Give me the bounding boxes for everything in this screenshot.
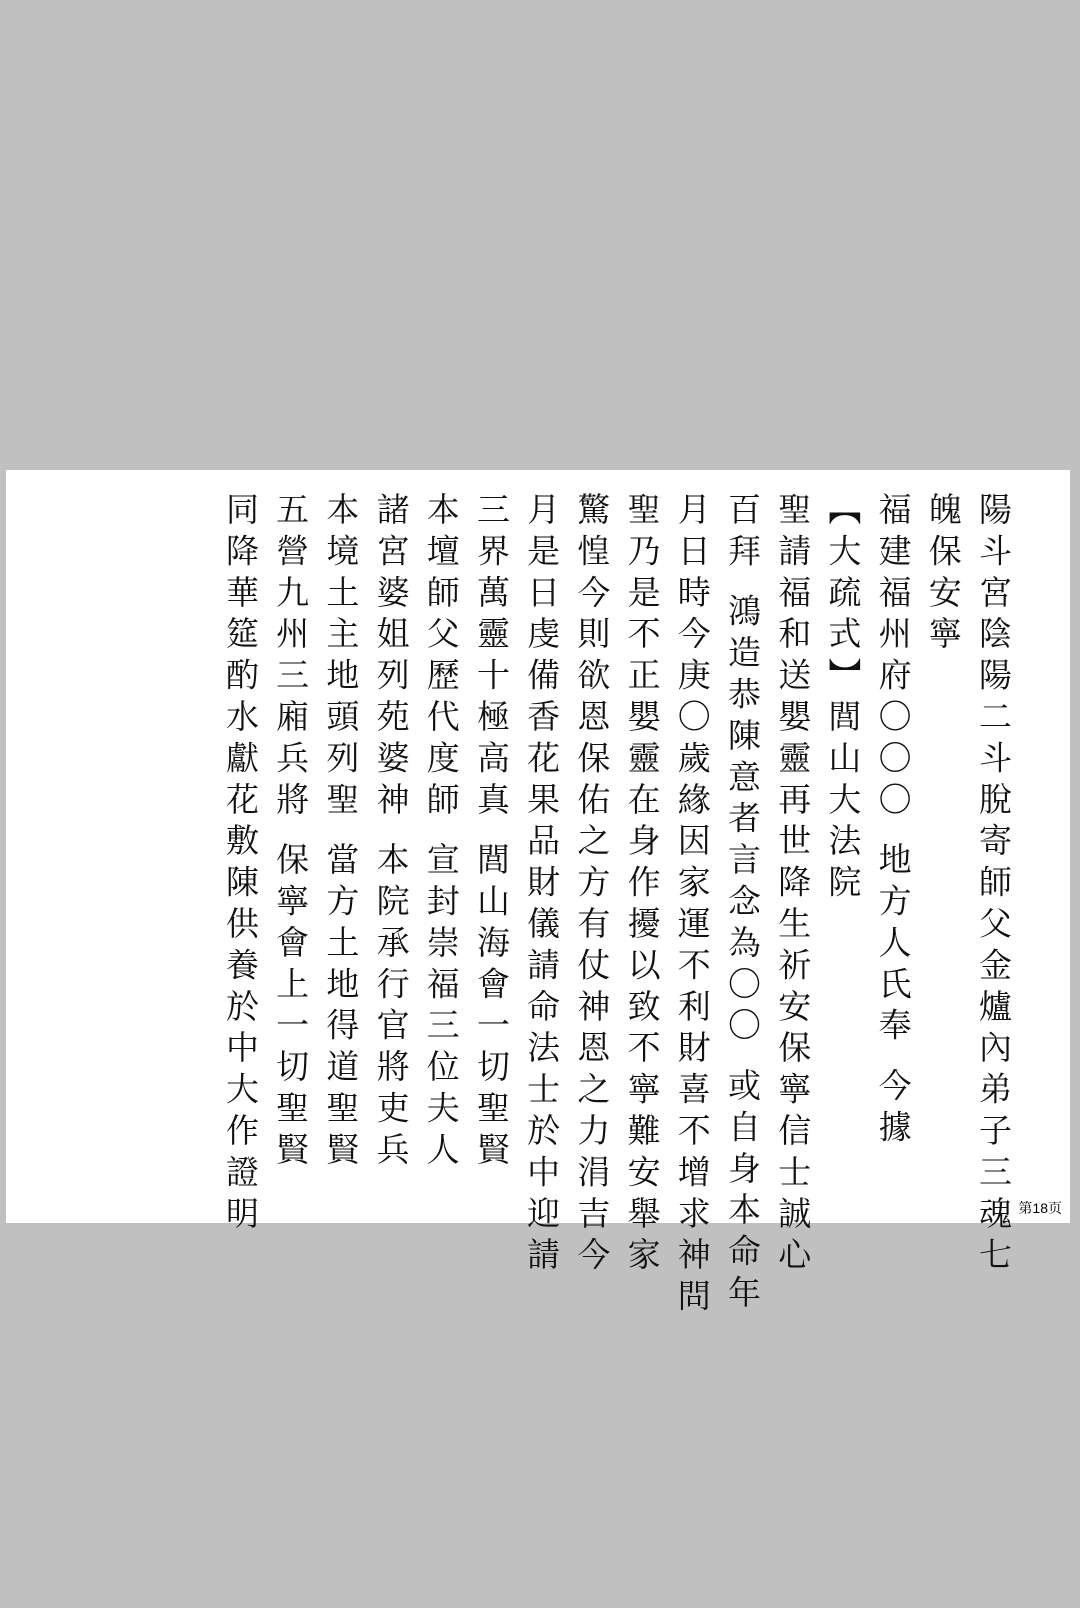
text-column-14: 本境土主地頭列聖 當方土地得道聖賢 <box>321 492 361 1174</box>
text-column-12: 本壇師父歷代度師 宣封崇福三位夫人 <box>421 492 461 1174</box>
text-column-13: 諸宮婆姐列苑婆神 本院承行官將吏兵 <box>371 492 411 1174</box>
vertical-text-block <box>215 492 1018 1320</box>
text-column-16: 同降華筵酌水獻花敷陳供養於中大作證明 <box>220 492 260 1238</box>
text-column-1: 陽斗宮陰陽二斗脫寄師父金爐內弟子三魂七 <box>974 492 1013 1279</box>
text-column-5: 聖請福和送嬰靈再世降生祈安保寧信士誠心 <box>773 492 813 1279</box>
text-column-4: 【大疏式】閭山大法院 <box>823 492 863 906</box>
document-page <box>6 470 1070 1320</box>
text-column-11: 三界萬靈十極高真 閭山海會一切聖賢 <box>471 492 511 1174</box>
text-column-10: 月是日虔備香花果品財儀請命法士於中迎請 <box>522 492 562 1279</box>
text-column-2: 魄保安寧 <box>923 492 963 658</box>
text-column-6: 百拜 鴻造恭陳意者言念為〇〇 或自身本命年 <box>722 492 762 1317</box>
text-column-9: 驚惶今則欲恩保佑之方有仗神恩之力涓吉今 <box>572 492 612 1279</box>
text-column-8: 聖乃是不正嬰靈在身作擾以致不寧難安舉家 <box>622 492 662 1279</box>
text-column-3: 福建福州府〇〇〇 地方人氏奉 今據 <box>873 492 913 1151</box>
page-number-label: 第18页 <box>1018 1200 1062 1216</box>
text-column-15: 五營九州三廂兵將 保寧會上一切聖賢 <box>271 492 311 1174</box>
text-column-7: 月日時今庚〇歲緣因家運不利財喜不增求神問 <box>672 492 712 1320</box>
